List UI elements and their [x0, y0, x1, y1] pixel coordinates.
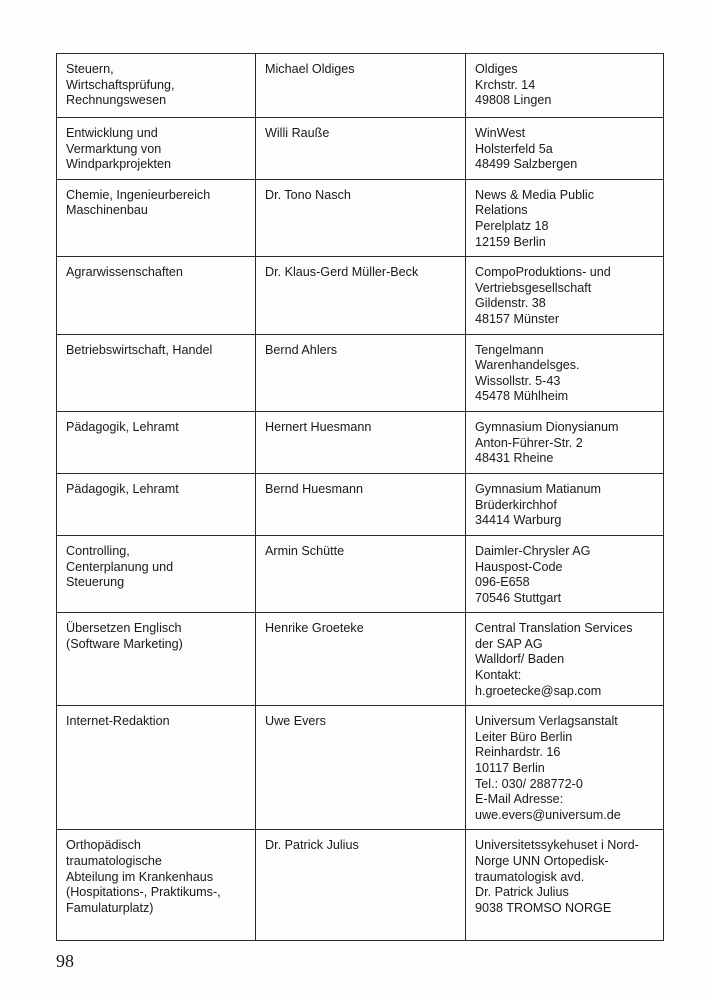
- area-cell: Agrarwissenschaften: [57, 257, 256, 334]
- address-cell: Oldiges Krchstr. 14 49808 Lingen: [466, 54, 664, 118]
- person-cell: Henrike Groeteke: [256, 613, 466, 706]
- area-cell: Steuern, Wirtschaftsprüfung, Rechnungswesen: [57, 54, 256, 118]
- address-cell: Gymnasium Dionysianum Anton-Führer-Str. 2 48431 Rheine: [466, 411, 664, 473]
- table-row: [57, 830, 664, 941]
- contacts-table: [56, 53, 664, 941]
- address-cell: CompoProduktions- und Vertriebsgesellschaft Gildenstr. 38 48157 Münster: [466, 257, 664, 334]
- table-row: [57, 118, 664, 180]
- person-cell: Bernd Huesmann: [256, 473, 466, 535]
- person-cell: Uwe Evers: [256, 706, 466, 830]
- table-row: [57, 257, 664, 334]
- table-row: [57, 411, 664, 473]
- area-cell: Pädagogik, Lehramt: [57, 411, 256, 473]
- address-cell: News & Media Public Relations Perelplatz 18 12159 Berlin: [466, 179, 664, 256]
- table-row: [57, 334, 664, 411]
- person-cell: Dr. Klaus-Gerd Müller-Beck: [256, 257, 466, 334]
- person-cell: Willi Raußе: [256, 118, 466, 180]
- area-cell: Controlling, Centerplanung und Steuerung: [57, 535, 256, 612]
- area-cell: Betriebswirtschaft, Handel: [57, 334, 256, 411]
- address-cell: Tengelmann Warenhandelsges. Wissollstr. 5-43 45478 Mühlheim: [466, 334, 664, 411]
- address-cell: Central Translation Services der SAP AG Walldorf/ Baden Kontakt: h.groetecke@sap.com: [466, 613, 664, 706]
- area-cell: Entwicklung und Vermarktung von Windparkprojekten: [57, 118, 256, 180]
- address-cell: Daimler-Chrysler AG Hauspost-Code 096-E658 70546 Stuttgart: [466, 535, 664, 612]
- address-cell: Gymnasium Matianum Brüderkirchhof 34414 Warburg: [466, 473, 664, 535]
- person-cell: Armin Schütte: [256, 535, 466, 612]
- address-cell: Universum Verlagsanstalt Leiter Büro Berlin Reinhardstr. 16 10117 Berlin Tel.: 030/ 288772-0 E-Mail Adresse: uwe.evers@universum.de: [466, 706, 664, 830]
- area-cell: Orthopädisch traumatologische Abteilung im Krankenhaus (Hospitations-, Praktikums-, Famulaturplatz): [57, 830, 256, 941]
- area-cell: Pädagogik, Lehramt: [57, 473, 256, 535]
- address-cell: Universitetssykehuset i Nord- Norge UNN Ortopedisk- traumatologisk avd. Dr. Patrick Julius 9038 TROMSO NORGE: [466, 830, 664, 941]
- area-cell: Chemie, Ingenieurbereich Maschinenbau: [57, 179, 256, 256]
- address-cell: WinWest Holsterfeld 5a 48499 Salzbergen: [466, 118, 664, 180]
- table-row: [57, 535, 664, 612]
- table-row: [57, 179, 664, 256]
- person-cell: Dr. Tono Nasch: [256, 179, 466, 256]
- person-cell: Dr. Patrick Julius: [256, 830, 466, 941]
- page-number: 98: [56, 951, 74, 971]
- table-row: [57, 706, 664, 830]
- person-cell: Michael Oldiges: [256, 54, 466, 118]
- table-row: [57, 54, 664, 118]
- table-row: [57, 613, 664, 706]
- person-cell: Hernert Huesmann: [256, 411, 466, 473]
- person-cell: Bernd Ahlers: [256, 334, 466, 411]
- table-row: [57, 473, 664, 535]
- area-cell: Übersetzen Englisch (Software Marketing): [57, 613, 256, 706]
- area-cell: Internet-Redaktion: [57, 706, 256, 830]
